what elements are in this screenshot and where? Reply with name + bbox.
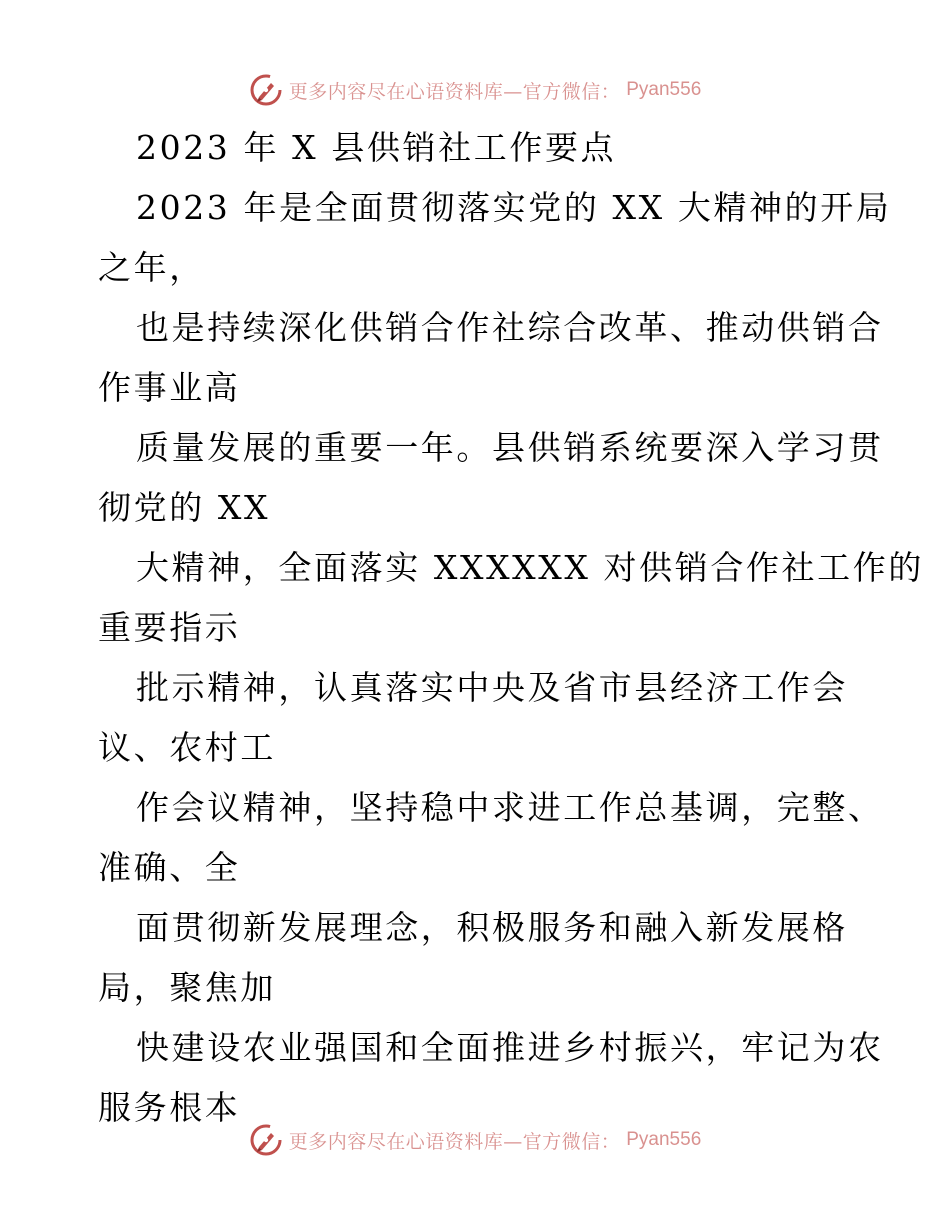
watermark-text: 更多内容尽在心语资料库—官方微信： xyxy=(288,1130,621,1153)
text-line: 重要指示 xyxy=(98,608,241,647)
watermark-handle: Pyan556 xyxy=(626,1129,702,1150)
pen-logo-icon xyxy=(249,73,283,107)
text-line: 之年， xyxy=(98,248,205,287)
text-line: 2023 年是全面贯彻落实党的 XX 大精神的开局 xyxy=(136,188,892,227)
document-title: 2023 年 X 县供销社工作要点 xyxy=(136,128,617,167)
header-watermark xyxy=(0,70,950,110)
text-line: 质量发展的重要一年。县供销系统要深入学习贯 xyxy=(136,428,884,467)
footer-watermark xyxy=(0,1120,950,1160)
text-line: 大精神，全面落实 XXXXXX 对供销合作社工作的 xyxy=(136,548,924,587)
text-line: 作事业高 xyxy=(98,368,241,407)
text-line: 局，聚焦加 xyxy=(98,968,276,1007)
text-line: 批示精神，认真落实中央及省市县经济工作会 xyxy=(136,668,848,707)
watermark-text: 更多内容尽在心语资料库—官方微信： xyxy=(288,80,621,103)
text-line: 作会议精神，坚持稳中求进工作总基调，完整、 xyxy=(136,788,884,827)
text-line: 彻党的 XX xyxy=(98,488,271,527)
pen-logo-icon xyxy=(249,1123,283,1157)
text-line: 快建设农业强国和全面推进乡村振兴，牢记为农 xyxy=(136,1028,884,1067)
text-line: 议、农村工 xyxy=(98,728,276,767)
text-line: 也是持续深化供销合作社综合改革、推动供销合 xyxy=(136,308,884,347)
document-body xyxy=(98,118,924,1138)
text-line: 服务根本 xyxy=(98,1088,241,1127)
text-line: 面贯彻新发展理念，积极服务和融入新发展格 xyxy=(136,908,848,947)
text-line: 准确、全 xyxy=(98,848,241,887)
watermark-handle: Pyan556 xyxy=(626,79,702,100)
